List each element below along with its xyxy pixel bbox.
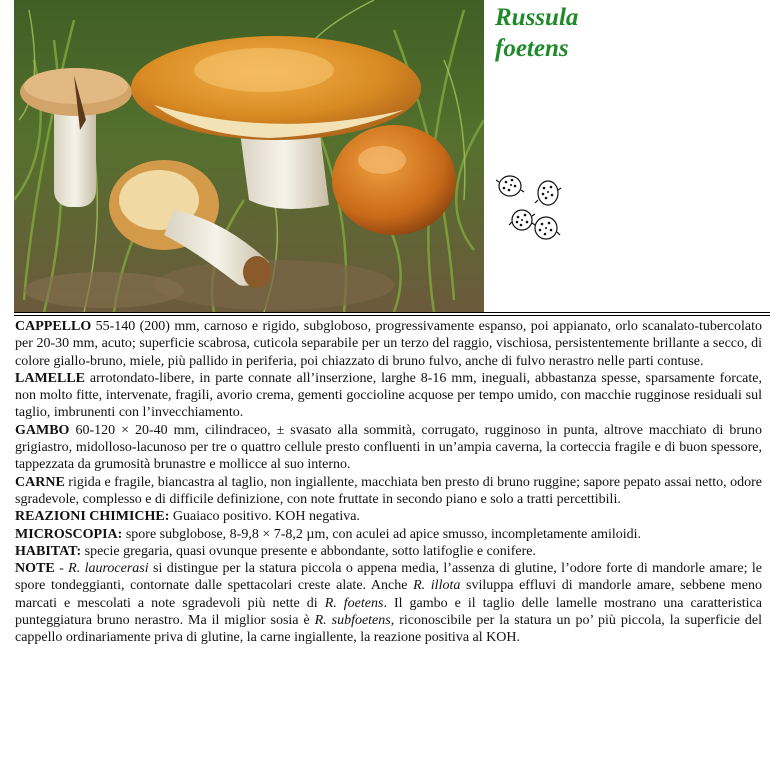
- species-ref: R. subfoetens: [314, 613, 391, 629]
- section-text: spore subglobose, 8-9,8 × 7-8,2 µm, con aculei ad apice smusso, incompletamente amiloidi.: [122, 526, 642, 542]
- genus-name: Russula: [495, 4, 579, 31]
- mushroom-photo: [14, 0, 484, 312]
- section-cappello: [15, 318, 762, 370]
- section-label: LAMELLE: [15, 370, 86, 386]
- section-text: rigida e fragile, biancastra al taglio, non ingiallente, macchiata ben presto di bruno ruggine; sapore pepato assai netto, odore sgradevole, complesso e di difficile definizione, con note fruttate in secondo piano e solo a tratti percettibili.: [15, 474, 762, 507]
- section-habitat: [15, 543, 762, 560]
- section-label: REAZIONI CHIMICHE:: [15, 509, 170, 525]
- species-title: [495, 2, 578, 64]
- header-divider: [14, 312, 770, 316]
- note-text: , riconoscibile per la statura un po’ più piccola, la superficie del cappello ordinariamente priva di glutine, la carne ingiallente, la reazione positiva al KOH.: [15, 613, 763, 646]
- section-note: [15, 560, 762, 646]
- description-body: [15, 318, 762, 647]
- note-text: -: [54, 561, 69, 577]
- section-microscopia: [15, 526, 762, 543]
- section-text: Guaiaco positivo. KOH negativa.: [169, 509, 360, 525]
- spore-illustration: [496, 170, 566, 245]
- section-label: MICROSCOPIA:: [15, 526, 123, 542]
- section-text: 60-120 × 20-40 mm, cilindraceo, ± svasato alla sommità, corrugato, rugginoso in punta, altrove macchiato di bruno grigiastro, midolloso-lacunoso per tre o quattro cellule presto confluenti in un’ampia caverna, la corteccia fragile e di buon spessore, tappezzata da grumosità brunastre e mollicce al suo interno.: [15, 422, 762, 473]
- section-gambo: [15, 422, 762, 474]
- species-name: foetens: [495, 35, 569, 62]
- section-carne: [15, 474, 762, 509]
- section-label: CARNE: [15, 474, 65, 490]
- section-label: CAPPELLO: [15, 319, 92, 334]
- section-text: specie gregaria, quasi ovunque presente e abbondante, sotto latifoglie e conifere.: [81, 543, 536, 559]
- section-label: GAMBO: [15, 422, 70, 438]
- section-text: 55-140 (200) mm, carnoso e rigido, subgloboso, progressivamente espanso, poi appianato, orlo scanalato-tubercolato per 20-30 mm, acuto; superficie scabrosa, cuticola separabile per un terzo del raggio, vischiosa, persistentemente brillante a secco, di colore giallo-bruno, miele, più pallido in periferia, poi chiazzato di bruno fulvo, anche di fulvo nerastro nelle parti contuse.: [15, 319, 762, 369]
- section-lamelle: [15, 370, 762, 422]
- note-text: . Il gambo e il taglio delle lamelle mostrano una caratteristica punteggiatura bruno nerastro. Ma il miglior sosia è: [15, 595, 762, 629]
- note-text: sviluppa effluvi di mandorle amare, sebbene meno marcati e mescolati a note sgradevoli più nette di: [15, 578, 763, 611]
- note-text: si distingue per la statura piccola o appena media, l’assenza di glutine, l’odore forte di mandorle amare; le spore tondeggianti, contornate dalle spettacolari creste alate. Anche: [15, 561, 762, 594]
- species-ref: R. illota: [413, 578, 461, 594]
- section-text: arrotondato-libere, in parte connate all’inserzione, larghe 8-16 mm, ineguali, abbastanza spesse, sparsamente forcate, non molto fitte, intervenate, fragili, avorio crema, gementi goccioline acquose per tempo umido, con macchie rugginose residuali sul taglio, imbrunenti con l’invecchiamento.: [15, 370, 762, 421]
- species-ref: R. foetens: [324, 595, 384, 611]
- section-label: HABITAT:: [15, 543, 82, 559]
- section-label: NOTE: [15, 561, 55, 577]
- section-reazioni-chimiche: [15, 508, 762, 525]
- species-ref: R. laurocerasi: [68, 561, 149, 577]
